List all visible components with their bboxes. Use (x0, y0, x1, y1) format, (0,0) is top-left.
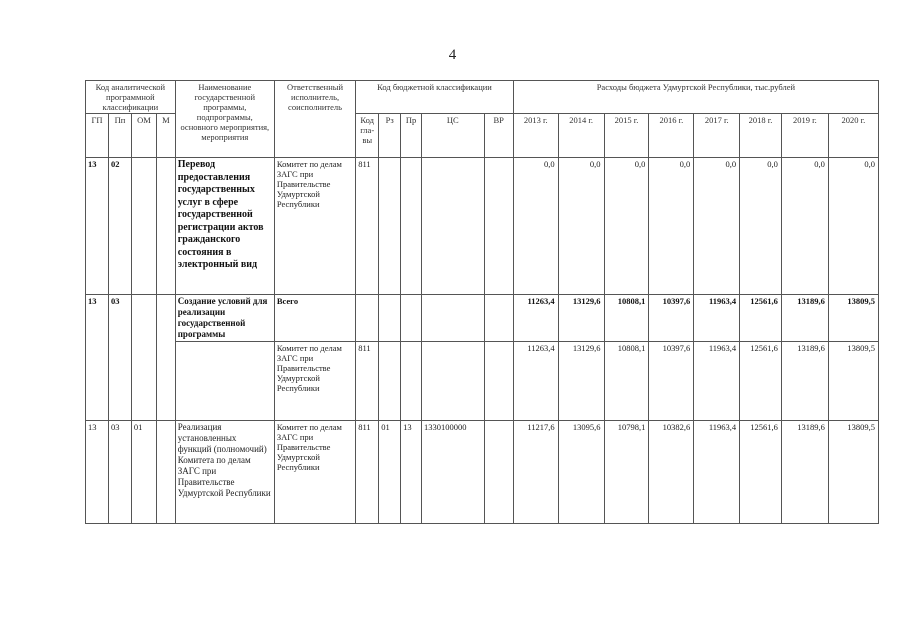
cell-value: 13189,6 (781, 421, 828, 524)
cell-value: 10808,1 (604, 342, 649, 421)
cell-kod-glavy: 811 (356, 421, 379, 524)
cell-value: 0,0 (828, 158, 878, 295)
cell-om (131, 342, 156, 421)
cell-rz (379, 342, 401, 421)
cell-m (156, 421, 175, 524)
cell-value: 11263,4 (513, 295, 558, 342)
cell-m (156, 342, 175, 421)
cell-om: 01 (131, 421, 156, 524)
cell-value: 11263,4 (513, 342, 558, 421)
header-expenses: Расходы бюджета Удмуртской Республики, тыс.рублей (513, 81, 878, 114)
cell-pp: 02 (108, 158, 131, 295)
header-year: 2016 г. (649, 114, 694, 158)
cell-pr: 13 (401, 421, 422, 524)
cell-value: 13809,5 (828, 421, 878, 524)
cell-program-name: Перевод предоставления государственных услуг в сфере государственной регистрации актов гражданского состояния в электронный вид (175, 158, 274, 295)
cell-vr (484, 295, 513, 342)
cell-program-name (175, 342, 274, 421)
cell-value: 10798,1 (604, 421, 649, 524)
cell-value: 10397,6 (649, 295, 694, 342)
cell-pp: 03 (108, 421, 131, 524)
header-year: 2017 г. (694, 114, 740, 158)
header-cs: ЦС (421, 114, 484, 158)
cell-rz (379, 295, 401, 342)
cell-kod-glavy: 811 (356, 158, 379, 295)
cell-value: 13095,6 (558, 421, 604, 524)
cell-value: 0,0 (649, 158, 694, 295)
cell-rz (379, 158, 401, 295)
cell-executor: Комитет по делам ЗАГС при Правительстве Удмуртской Республики (274, 158, 355, 295)
header-executor: Ответственный исполнитель, соисполнитель (274, 81, 355, 158)
header-year: 2019 г. (781, 114, 828, 158)
header-year: 2020 г. (828, 114, 878, 158)
header-year: 2015 г. (604, 114, 649, 158)
header-pr: Пр (401, 114, 422, 158)
cell-program-name: Создание условий для реализации государственной программы (175, 295, 274, 342)
cell-vr (484, 158, 513, 295)
cell-pp: 03 (108, 295, 131, 342)
cell-value: 11963,4 (694, 342, 740, 421)
cell-m (156, 295, 175, 342)
cell-executor: Всего (274, 295, 355, 342)
cell-cs (421, 342, 484, 421)
cell-value: 11217,6 (513, 421, 558, 524)
cell-value: 13189,6 (781, 295, 828, 342)
header-m: М (156, 114, 175, 158)
table-row (86, 295, 879, 342)
cell-kod-glavy: 811 (356, 342, 379, 421)
cell-value: 11963,4 (694, 295, 740, 342)
cell-om (131, 158, 156, 295)
cell-om (131, 295, 156, 342)
cell-executor: Комитет по делам ЗАГС при Правительстве Удмуртской Республики (274, 421, 355, 524)
cell-value: 0,0 (781, 158, 828, 295)
cell-gp (86, 342, 109, 421)
cell-value: 12561,6 (740, 342, 782, 421)
cell-value: 10397,6 (649, 342, 694, 421)
table-row (86, 342, 879, 421)
cell-value: 0,0 (694, 158, 740, 295)
cell-cs: 1330100000 (421, 421, 484, 524)
cell-m (156, 158, 175, 295)
cell-value: 13189,6 (781, 342, 828, 421)
cell-value: 0,0 (558, 158, 604, 295)
cell-pr (401, 295, 422, 342)
header-kod-glavy: Код гла-вы (356, 114, 379, 158)
cell-pp (108, 342, 131, 421)
cell-vr (484, 421, 513, 524)
cell-pr (401, 158, 422, 295)
page-number: 4 (448, 47, 457, 63)
header-om: ОМ (131, 114, 156, 158)
header-pp: Пп (108, 114, 131, 158)
cell-value: 10808,1 (604, 295, 649, 342)
cell-value: 0,0 (604, 158, 649, 295)
header-year: 2014 г. (558, 114, 604, 158)
cell-value: 0,0 (513, 158, 558, 295)
cell-value: 11963,4 (694, 421, 740, 524)
table-row (86, 421, 879, 524)
cell-value: 12561,6 (740, 295, 782, 342)
budget-table (85, 80, 879, 524)
cell-value: 0,0 (740, 158, 782, 295)
header-year: 2013 г. (513, 114, 558, 158)
cell-value: 13809,5 (828, 342, 878, 421)
header-program-name: Наименование государственной программы, подпрограммы, основного мероприятия, мероприятия (175, 81, 274, 158)
cell-pr (401, 342, 422, 421)
cell-value: 13129,6 (558, 342, 604, 421)
cell-value: 13809,5 (828, 295, 878, 342)
cell-cs (421, 158, 484, 295)
header-rz: Рз (379, 114, 401, 158)
cell-kod-glavy (356, 295, 379, 342)
cell-value: 12561,6 (740, 421, 782, 524)
cell-executor: Комитет по делам ЗАГС при Правительстве Удмуртской Республики (274, 342, 355, 421)
cell-gp: 13 (86, 295, 109, 342)
header-vr: ВР (484, 114, 513, 158)
cell-vr (484, 342, 513, 421)
cell-cs (421, 295, 484, 342)
header-budget-code: Код бюджетной классификации (356, 81, 514, 114)
cell-value: 13129,6 (558, 295, 604, 342)
cell-rz: 01 (379, 421, 401, 524)
header-analytic-code: Код аналитической программной классификации (86, 81, 176, 114)
cell-value: 10382,6 (649, 421, 694, 524)
cell-gp: 13 (86, 158, 109, 295)
table-row (86, 158, 879, 295)
header-gp: ГП (86, 114, 109, 158)
cell-program-name: Реализация установленных функций (полномочий) Комитета по делам ЗАГС при Правительстве Удмуртской Республики (175, 421, 274, 524)
cell-gp: 13 (86, 421, 109, 524)
header-year: 2018 г. (740, 114, 782, 158)
